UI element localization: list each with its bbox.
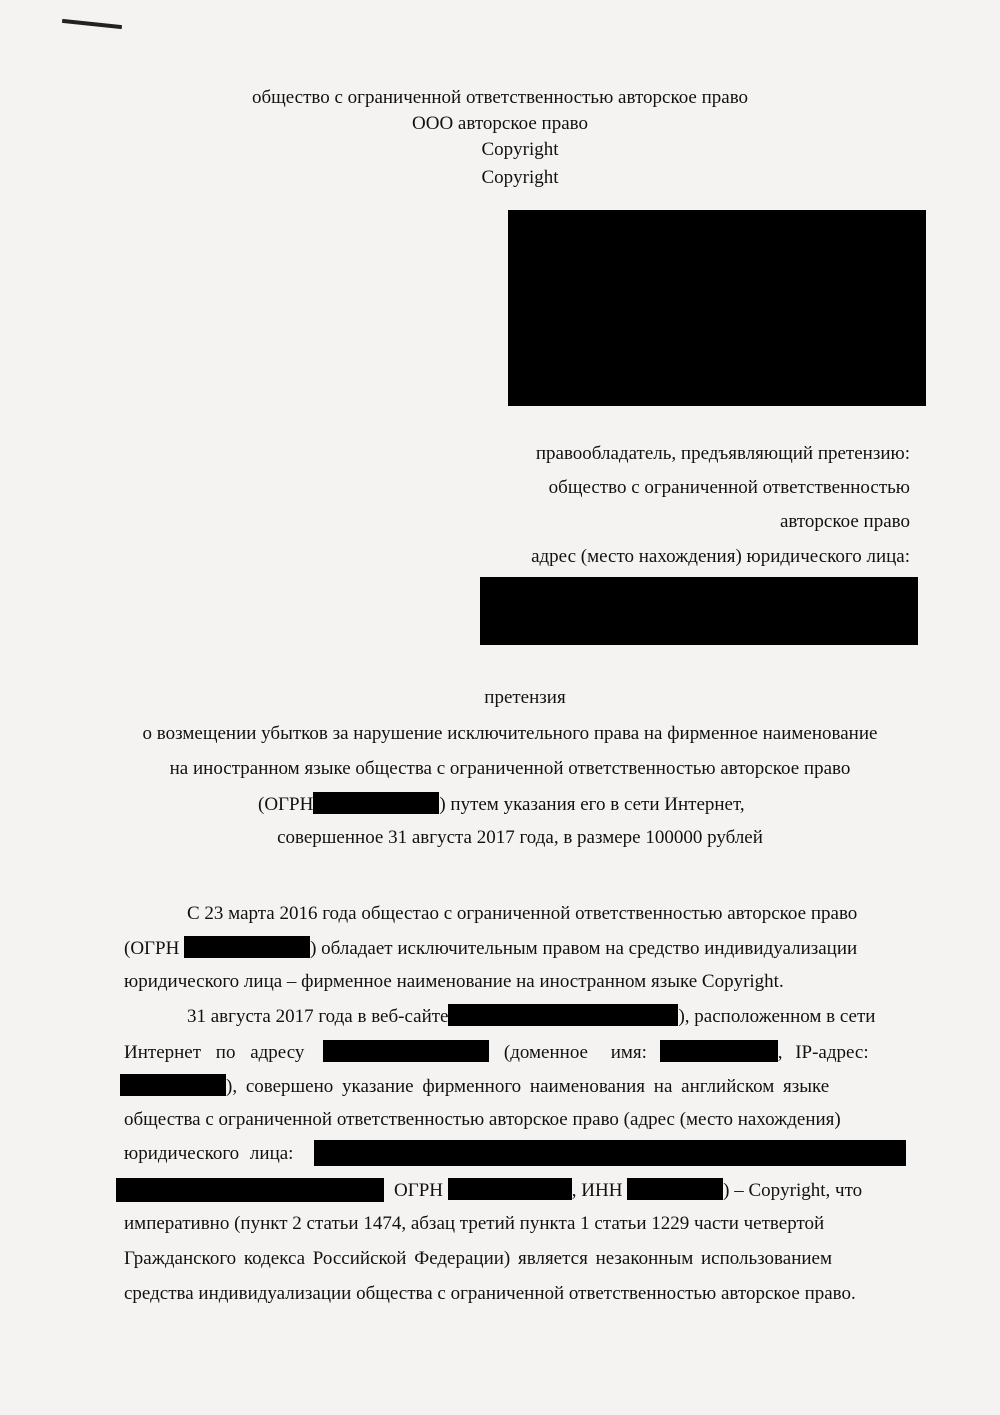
p2-line-4: общества с ограниченной ответственностью авторское право (адрес (место нахождения) — [124, 1109, 841, 1130]
p2-line-9: средства индивидуализации общества с ограниченной ответственностью авторское право. — [124, 1283, 856, 1304]
sender-foreign-name: Copyright — [481, 139, 559, 160]
redacted-ogrn-2 — [184, 936, 310, 958]
rightholder-name-line1: общество с ограниченной ответственностью — [548, 477, 910, 498]
title-line-1: о возмещении убытков за нарушение исключительного права на фирменное наименование — [142, 723, 878, 744]
redacted-infringer-inn — [627, 1178, 723, 1200]
p2-inn-label: , ИНН — [571, 1180, 623, 1201]
sender-foreign-short-name: Copyright — [481, 167, 559, 188]
redacted-infringer-address — [314, 1140, 906, 1166]
p2-line-2 — [124, 1040, 910, 1065]
redacted-sender-details — [508, 210, 926, 406]
p2-line-8: Гражданского кодекса Российской Федерации) является незаконным использованием — [124, 1248, 832, 1269]
sender-short-name: ООО авторское право — [412, 113, 588, 134]
p2-domain-label: (доменное имя: — [503, 1042, 647, 1063]
p1-line-3: юридического лица – фирменное наименование на иностранном языке Copyright. — [124, 971, 784, 992]
p2-line-1 — [187, 1004, 875, 1029]
title-ogrn-label: (ОГРН — [258, 794, 314, 815]
p1-line-2-rest: ) обладает исключительным правом на средство индивидуализации — [310, 938, 858, 959]
p2-line-6 — [394, 1178, 862, 1203]
rightholder-address-label: адрес (место нахождения) юридического лица: — [531, 546, 910, 567]
scan-artifact — [62, 19, 122, 29]
p2-line-1-rest: ), расположенном в сети — [678, 1006, 876, 1027]
sender-full-name: общество с ограниченной ответственностью авторское право — [251, 87, 749, 108]
p2-ogrn-label: ОГРН — [394, 1180, 443, 1201]
title-line-3 — [258, 792, 745, 817]
p2-line-6-rest: ) – Copyright, что — [723, 1180, 863, 1201]
title-line-2: на иностранном языке общества с ограниченной ответственностью авторское право — [169, 758, 851, 779]
p1-ogrn-label: (ОГРН — [124, 938, 180, 959]
redacted-website — [448, 1004, 678, 1026]
rightholder-name-line2: авторское право — [779, 511, 910, 532]
p2-line-5 — [124, 1142, 293, 1166]
p2-line-3-rest: ), совершено указание фирменного наименования на английском языке — [226, 1076, 830, 1097]
redacted-infringer-ogrn — [448, 1178, 572, 1200]
redacted-address — [480, 577, 918, 645]
redacted-ip — [120, 1074, 226, 1096]
p2-line-7: императивно (пункт 2 статьи 1474, абзац третий пункта 1 статьи 1229 части четвертой — [124, 1213, 825, 1234]
p2-line-5-start: юридического лица: — [124, 1143, 294, 1164]
redacted-domain — [660, 1040, 778, 1062]
redacted-infringer-name — [116, 1178, 384, 1202]
document-title: претензия — [484, 687, 566, 708]
p2-line-3 — [120, 1074, 829, 1099]
redacted-ogrn — [313, 792, 439, 814]
redacted-url — [323, 1040, 489, 1062]
p2-line-2-start: Интернет по адресу — [124, 1042, 305, 1063]
title-line-4: совершенное 31 августа 2017 года, в размере 100000 рублей — [277, 827, 763, 848]
p2-ip-label: , IP-адрес: — [777, 1042, 869, 1063]
title-line-3-rest: ) путем указания его в сети Интернет, — [439, 794, 745, 815]
p1-line-2 — [124, 936, 857, 961]
rightholder-label: правообладатель, предъявляющий претензию: — [535, 443, 910, 464]
p2-line-1-start: 31 августа 2017 года в веб-сайте — [187, 1006, 449, 1027]
p1-line-1: С 23 марта 2016 года общестао с ограниченной ответственностью авторское право — [187, 903, 858, 924]
